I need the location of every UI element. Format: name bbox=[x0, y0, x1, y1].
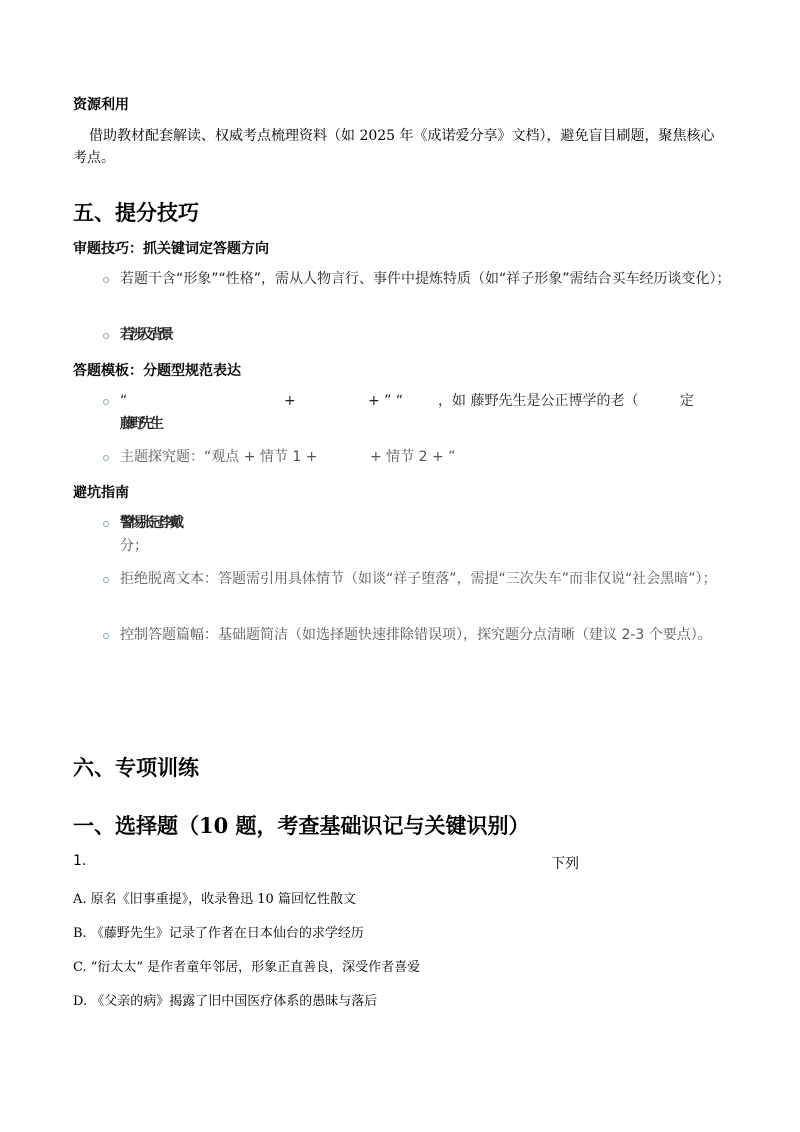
option-a: A. 原名《旧事重提》，收录鲁迅 10 篇回忆性散文 bbox=[73, 892, 356, 907]
skill2-bullet1-d: ，如 藤野先生是公正博学的老（ bbox=[438, 393, 639, 409]
skill1-bullet2: 若涉及背景 bbox=[120, 327, 170, 343]
question-number: 1. bbox=[73, 853, 87, 869]
skill2-bullet2: 主题探究题：“观点 + 情节 1 + bbox=[120, 449, 318, 465]
question-stem-tail: 下列 bbox=[551, 856, 579, 872]
option-c: C. “衍太太” 是作者童年邻居，形象正直善良，深受作者喜爱 bbox=[73, 960, 421, 975]
bullet-marker bbox=[103, 577, 109, 583]
skill2-bullet2-b: + 情节 2 + ” bbox=[370, 449, 456, 465]
skill2-bullet1-b: + bbox=[284, 393, 296, 409]
bullet-marker bbox=[103, 633, 109, 639]
section6-title: 六、专项训练 bbox=[73, 756, 199, 780]
skill2-bullet1-a: “ bbox=[120, 393, 128, 409]
section6-subtitle: 一、选择题（10 题，考查基础识记与关键识别） bbox=[73, 813, 530, 838]
skill1-heading: 审题技巧：抓关键词定答题方向 bbox=[73, 241, 269, 257]
skill3-bullet1-line2: 分； bbox=[120, 538, 148, 554]
skill2-bullet1-e: 定 bbox=[680, 393, 694, 409]
skill3-heading: 避坑指南 bbox=[73, 485, 129, 501]
skill2-bullet1-c: + ” “ bbox=[368, 393, 404, 409]
bullet-marker bbox=[103, 521, 109, 527]
section5-title: 五、提分技巧 bbox=[73, 201, 199, 225]
option-b: B. 《藤野先生》记录了作者在日本仙台的求学经历 bbox=[73, 926, 364, 941]
skill2-bullet1-line2: 藤野先生 bbox=[120, 416, 160, 432]
skill2-heading: 答题模板：分题型规范表达 bbox=[73, 363, 241, 379]
option-d: D. 《父亲的病》揭露了旧中国医疗体系的愚昧与落后 bbox=[73, 994, 378, 1009]
resources-heading: 资源利用 bbox=[73, 97, 129, 113]
skill3-bullet3: 控制答题篇幅：基础题简洁（如选择题快速排除错误项），探究题分点清晰（建议 2-3 个要点）。 bbox=[120, 627, 712, 643]
bullet-marker bbox=[103, 399, 109, 405]
skill1-bullet1: 若题干含“形象”“性格”，需从人物言行、事件中提炼特质（如“祥子形象”需结合买车经历谈变化）； bbox=[120, 271, 731, 287]
bullet-marker bbox=[103, 333, 109, 339]
skill3-bullet2: 拒绝脱离文本：答题需引用具体情节（如谈“祥子堕落”，需提“三次失车”而非仅说“社会黑暗”）； bbox=[120, 571, 717, 587]
bullet-marker bbox=[103, 455, 109, 461]
resources-paragraph: 借助教材配套解读、权威考点梳理资料（如 2025 年《成诺爱分享》文档），避免盲目刷题，聚焦核心考点。 bbox=[73, 128, 715, 166]
skill3-bullet1-line1: 警惕张冠李戴 bbox=[120, 515, 180, 531]
bullet-marker bbox=[103, 277, 109, 283]
